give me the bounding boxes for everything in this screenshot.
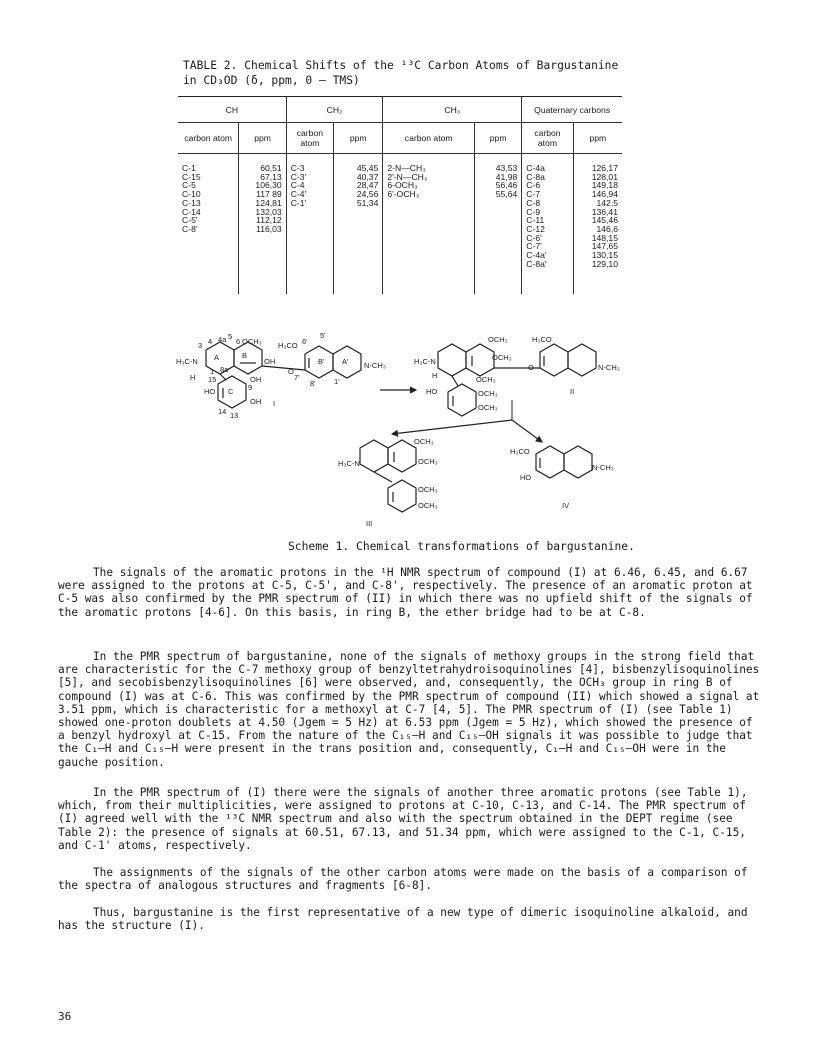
reaction-arrow bbox=[512, 420, 542, 442]
paragraph-text: The assignments of the signals of the other carbon atoms were made on the basis of a comparison of the spectra of analogous structures and fragments [6-8]. bbox=[58, 866, 748, 893]
cell: C-3' bbox=[290, 171, 307, 182]
cell: C-1 bbox=[182, 163, 196, 173]
locant: 7' bbox=[294, 373, 300, 382]
col-ch2-atoms bbox=[286, 154, 333, 295]
locant: 6' bbox=[302, 337, 308, 346]
cell: 142,5 bbox=[596, 197, 618, 208]
nmethyl-label: N-CH₃ bbox=[364, 361, 386, 370]
ether-o-label: O bbox=[528, 363, 534, 372]
cell: C-12 bbox=[526, 223, 545, 234]
cell: C-5 bbox=[182, 180, 196, 191]
locant: 4a bbox=[218, 335, 227, 344]
header-ppm: ppm bbox=[334, 123, 383, 154]
h3co-label: H₃CO bbox=[510, 447, 530, 456]
nmethyl-label: H₃C-N bbox=[414, 357, 436, 366]
group-ch2: CH₂ bbox=[286, 97, 383, 123]
scheme-caption: Scheme 1. Chemical transformations of bargustanine. bbox=[288, 540, 635, 553]
cell: 51,34 bbox=[356, 197, 379, 208]
cell: 146,6 bbox=[596, 223, 618, 234]
col-q-ppm bbox=[573, 154, 622, 295]
och3-label: OCH₃ bbox=[478, 389, 498, 398]
cell: 55,64 bbox=[495, 189, 518, 200]
header-carbon-atom: carbon atom bbox=[383, 123, 475, 154]
cell: C-1' bbox=[290, 197, 307, 208]
cell: 130,15 bbox=[591, 250, 618, 261]
cell: C-4a' bbox=[526, 250, 547, 261]
oh-label: OH bbox=[250, 397, 262, 406]
structure-IV-labels bbox=[510, 447, 614, 510]
ho-label: HO bbox=[426, 387, 438, 396]
group-quaternary: Quaternary carbons bbox=[522, 97, 622, 123]
cell: C-15 bbox=[182, 171, 201, 182]
ho-label: HO bbox=[520, 473, 532, 482]
locant: 4 bbox=[208, 337, 213, 346]
cell: 41,98 bbox=[495, 171, 518, 182]
paragraph-text: In the PMR spectrum of bargustanine, none of the signals of methoxy groups in the strong field that are characteristic for the C-7 methoxy group of benzyltetrahydroisoquinolines [4], bisbenzylisoquinolines [5], and secobisbenzylisoquinolines [6] were observed, and, consequently, the OCH₃ group in ring B of compound (I) was at C-6. This was confirmed by the PMR spectrum of compound (II) which showed a signal at 3.51 ppm, which is characteristic for a methoxyl at C-7 [4, 5]. The PMR spectrum of (I) (see Table 1) showed one-proton doublets at 4.50 (Jgem = 5 Hz) at 6.53 ppm (Jgem = 5 Hz), which showed the presence of a benzyl hydroxyl at C-15. From the nature of the C₁₅–H and C₁₅–OH signals it was possible to judge that the C₁–H and C₁₅–H were present in the trans position and, consequently, C₁–H and C₁₅–OH were in the gauche position. bbox=[58, 650, 760, 769]
cell: C-6' bbox=[526, 232, 542, 243]
cell: 56,46 bbox=[495, 180, 518, 191]
cell: 145,46 bbox=[591, 215, 618, 226]
cell: C-3 bbox=[290, 163, 305, 173]
header-ppm: ppm bbox=[474, 123, 521, 154]
cell: C-8a' bbox=[526, 258, 547, 269]
cell: 146,94 bbox=[591, 189, 618, 200]
och3-label: OCH₃ bbox=[418, 485, 438, 494]
paragraph bbox=[58, 866, 762, 892]
cell: 124,81 bbox=[255, 197, 282, 208]
cell: C-9 bbox=[526, 206, 541, 217]
cell: 2-N—CH₃ bbox=[387, 163, 426, 173]
och3-label: OCH₃ bbox=[242, 337, 262, 346]
h3co-label: H₃CO bbox=[532, 335, 552, 344]
paragraph-text: Thus, bargustanine is the first representative of a new type of dimeric isoquinoline alkaloid, and has the structure (I). bbox=[58, 906, 748, 933]
och3-label: OCH₃ bbox=[414, 437, 434, 446]
col-ch2-ppm bbox=[334, 154, 383, 295]
structure-III bbox=[360, 440, 416, 512]
cell: C-7' bbox=[526, 241, 542, 252]
locant: 13 bbox=[230, 411, 239, 420]
cell: 128,01 bbox=[591, 171, 618, 182]
locant: 1' bbox=[334, 377, 340, 386]
nmethyl-label: N-CH₃ bbox=[592, 463, 614, 472]
reaction-scheme bbox=[170, 330, 640, 540]
col-ch3-ppm bbox=[474, 154, 521, 295]
locant: 5' bbox=[320, 331, 326, 340]
ring-label: B' bbox=[318, 357, 325, 366]
cell: 136,41 bbox=[591, 206, 618, 217]
ring-label: A' bbox=[342, 357, 349, 366]
chemical-shift-table bbox=[178, 96, 622, 294]
cell: 129,10 bbox=[591, 258, 618, 269]
paragraph bbox=[58, 786, 762, 852]
structure-IV bbox=[536, 446, 592, 478]
oh-label: OH bbox=[264, 357, 276, 366]
compound-label: IV bbox=[562, 501, 570, 510]
cell: C-4' bbox=[290, 189, 307, 200]
header-carbon-atom: carbon atom bbox=[178, 123, 239, 154]
cell: 132,03 bbox=[255, 206, 282, 217]
cell: 112,12 bbox=[256, 215, 282, 226]
cell: C-14 bbox=[182, 206, 201, 217]
locant: 8' bbox=[310, 379, 316, 388]
col-ch-atoms bbox=[178, 154, 239, 295]
cell: C-8a bbox=[526, 171, 545, 182]
cell: C-5' bbox=[182, 215, 198, 226]
group-ch3: CH₃ bbox=[383, 97, 522, 123]
group-ch: CH bbox=[178, 97, 286, 123]
paragraph bbox=[58, 906, 762, 932]
cell: C-11 bbox=[526, 215, 545, 226]
h-label: H bbox=[190, 373, 196, 382]
och3-label: OCH₃ bbox=[418, 501, 438, 510]
h3co-label: H₃CO bbox=[278, 341, 298, 350]
cell: 40,37 bbox=[356, 171, 379, 182]
structure-II bbox=[438, 344, 596, 416]
cell: 2'-N—CH₃ bbox=[387, 171, 428, 182]
nmethyl-label: H₃C-N bbox=[176, 357, 198, 366]
cell: C-7 bbox=[526, 189, 541, 200]
h-label: H bbox=[432, 371, 438, 380]
och3-label: OCH₃ bbox=[476, 375, 496, 384]
oh-label: OH bbox=[250, 375, 262, 384]
paragraph-text: In the PMR spectrum of (I) there were the signals of another three aromatic protons (see Table 1), which, from their multiplicities, were assigned to protons at C-10, C-13, and C-14. The PMR spectrum of (I) agreed well with the ¹³C NMR spectrum and also with the spectrum obtained in the DEPT regime (see Table 2): the presence of signals at 60.51, 67.13, and 51.34 ppm, which were assigned to the C-1, C-15, and C-1' atoms, respectively. bbox=[58, 786, 748, 852]
cell: 106,30 bbox=[255, 180, 282, 191]
ho-label: HO bbox=[204, 387, 216, 396]
header-carbon-atom: carbon atom bbox=[286, 123, 333, 154]
och3-label: OCH₃ bbox=[492, 353, 512, 362]
cell: 147,65 bbox=[591, 241, 618, 252]
cell: C-8' bbox=[182, 223, 198, 234]
locant: 8a bbox=[220, 365, 229, 374]
cell: 149,18 bbox=[591, 180, 618, 191]
ring-label: A bbox=[214, 353, 220, 362]
och3-label: OCH₃ bbox=[418, 457, 438, 466]
reaction-arrow bbox=[392, 420, 512, 434]
col-ch-ppm bbox=[239, 154, 286, 295]
cell: C-4 bbox=[290, 180, 305, 191]
cell: 24,56 bbox=[356, 189, 379, 200]
och3-label: OCH₃ bbox=[478, 403, 498, 412]
col-q-atoms bbox=[522, 154, 573, 295]
cell: C-4a bbox=[526, 163, 545, 173]
paragraph-text: The signals of the aromatic protons in the ¹H NMR spectrum of compound (I) at 6.46, 6.45, and 6.67 were assigned to the protons at C-5, C-5', and C-8', respectively. The presence of an aromatic proton at C-5 was also confirmed by the PMR spectrum of (II) in which there was no upfield shift of the signals of the aromatic protons [4-6]. On this basis, in ring B, the ether bridge had to be at C-8. bbox=[58, 566, 753, 619]
cell: C-13 bbox=[182, 197, 201, 208]
structure-II-labels bbox=[414, 335, 620, 412]
page-number: 36 bbox=[58, 1010, 72, 1023]
nmethyl-label: N-CH₃ bbox=[598, 363, 620, 372]
cell: C-10 bbox=[182, 189, 201, 200]
locant: 3 bbox=[198, 341, 203, 350]
compound-label: II bbox=[570, 387, 575, 396]
ring-label: C bbox=[228, 387, 234, 396]
table-caption: TABLE 2. Chemical Shifts of the ¹³C Carbon Atoms of Bargustanine in CD₃OD (δ, ppm, 0 – TMS) bbox=[183, 59, 619, 87]
cell: 43,53 bbox=[495, 163, 518, 173]
col-ch3-atoms bbox=[383, 154, 475, 295]
paragraph bbox=[58, 566, 762, 619]
nmethyl-label: H₃C-N bbox=[338, 459, 360, 468]
cell: 126,17 bbox=[591, 163, 618, 173]
cell: C-6 bbox=[526, 180, 541, 191]
compound-label: I bbox=[273, 399, 276, 408]
cell: 117 89 bbox=[256, 189, 282, 200]
cell: 45,45 bbox=[356, 163, 379, 173]
locant: 9 bbox=[248, 383, 253, 392]
cell: 148,15 bbox=[591, 232, 618, 243]
cell: 6-OCH₃ bbox=[387, 180, 418, 191]
cell: C-8 bbox=[526, 197, 541, 208]
locant: 5 bbox=[228, 332, 233, 341]
locant: 1 bbox=[210, 367, 215, 376]
structure-I bbox=[206, 342, 361, 408]
cell: 67,13 bbox=[260, 171, 282, 182]
cell: 28,47 bbox=[356, 180, 379, 191]
locant: 6 bbox=[236, 337, 241, 346]
header-ppm: ppm bbox=[573, 123, 622, 154]
header-ppm: ppm bbox=[239, 123, 286, 154]
paragraph bbox=[58, 650, 762, 769]
locant: 14 bbox=[218, 407, 227, 416]
locant: 15 bbox=[208, 375, 217, 384]
header-carbon-atom: carbon atom bbox=[522, 123, 573, 154]
cell: 60,51 bbox=[260, 163, 282, 173]
ring-label: B bbox=[242, 351, 248, 360]
cell: 6'-OCH₃ bbox=[387, 189, 420, 200]
och3-label: OCH₃ bbox=[488, 335, 508, 344]
cell: 116,03 bbox=[256, 223, 282, 234]
ether-o-label: O bbox=[288, 367, 294, 376]
compound-label: III bbox=[366, 519, 373, 528]
structure-I-labels bbox=[176, 331, 386, 420]
